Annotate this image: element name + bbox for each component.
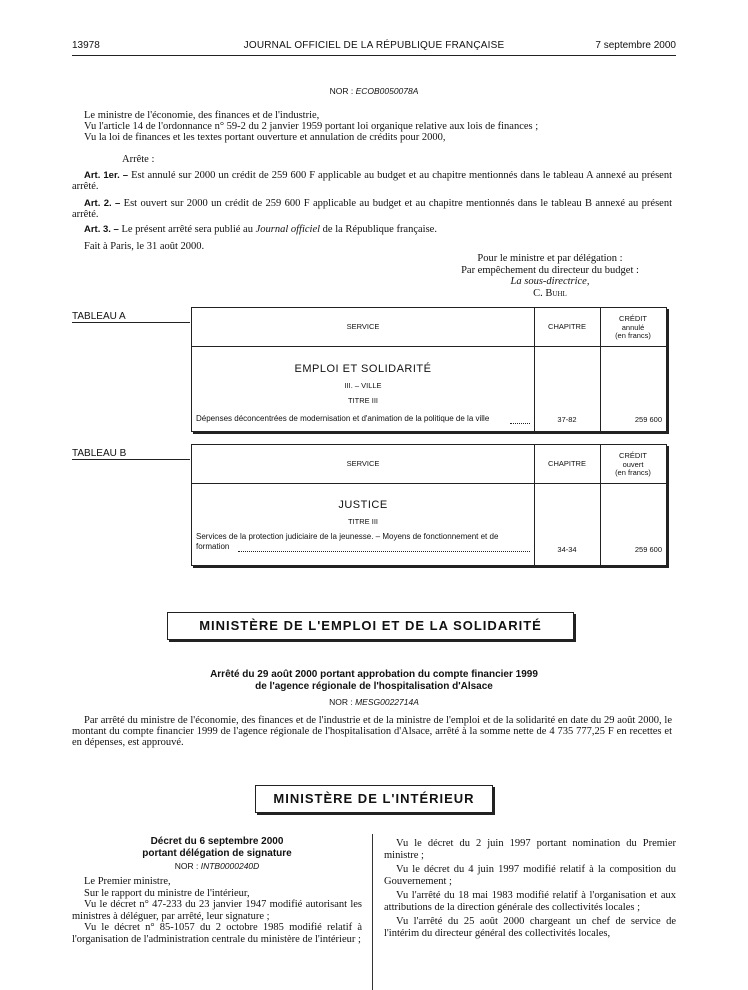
tableau-a-credit-l2: annulé: [621, 322, 645, 332]
signature-line-1: Pour le ministre et par délégation :: [477, 253, 623, 264]
tableau-a-credit-l1: CRÉDIT: [619, 314, 647, 323]
fait-a-paris: Fait à Paris, le 31 août 2000.: [84, 241, 205, 252]
nor-label: NOR :: [329, 86, 354, 96]
tableau-a-credit-l3: (en francs): [615, 331, 651, 340]
tableau-a: [191, 307, 667, 432]
decret-title-2: portant délégation de signature: [142, 848, 292, 859]
tableau-b-col-credit: [600, 452, 666, 478]
nor-label-emploi: NOR :: [329, 697, 353, 707]
tableau-b-label: TABLEAU B: [72, 448, 127, 459]
nor-label-interieur: NOR :: [174, 861, 199, 871]
article-2: [72, 198, 672, 220]
article-3-text-after: de la République française.: [320, 224, 437, 235]
tableau-b-credit-l1: CRÉDIT: [619, 451, 647, 460]
page-number: 13978: [72, 40, 100, 51]
article-2-text: Est ouvert sur 2000 un crédit de 259 600 F applicable au budget et au chapitre mentionnés dans le tableau B annexé au présent arrêté.: [72, 198, 672, 220]
left-para-4: Vu le décret n° 85-1057 du 2 octobre 1985 modifié relatif à l'organisation de l'administration centrale du ministère de l'intérieur ;: [72, 922, 362, 945]
article-1-label: Art. 1er. –: [84, 170, 129, 181]
tableau-b-chapitre: 34-34: [557, 545, 577, 554]
article-3-text-before: Le présent arrêté sera publié au: [121, 224, 256, 235]
signature-line-2: Par empêchement du directeur du budget :: [461, 264, 639, 276]
tableau-a-section: III. – VILLE: [344, 381, 382, 390]
tableau-a-chapitre: 37-82: [557, 415, 577, 424]
signature-line-3: La sous-directrice,: [510, 276, 590, 287]
tableau-a-rule: [72, 322, 190, 323]
arrete-emploi-title-1: Arrêté du 29 août 2000 portant approbation du compte financier 1999: [210, 669, 538, 680]
nor-code: ECOB0050078A: [355, 86, 419, 96]
article-1-text: Est annulé sur 2000 un crédit de 259 600 F applicable au budget et au chapitre mentionnés dans le tableau A annexé au présent arrêté.: [72, 170, 673, 192]
preamble-3: Vu la loi de finances et les textes portant ouverture et annulation de crédits pour 2000,: [84, 132, 446, 143]
right-para-1: Vu le décret du 2 juin 1997 portant nomination du Premier ministre ;: [384, 838, 676, 861]
tableau-a-credit: 259 600: [634, 415, 662, 424]
right-para-2: Vu le décret du 4 juin 1997 modifié relatif à la composition du Gouvernement ;: [384, 864, 676, 887]
page-header: [72, 40, 676, 56]
left-para-1: Le Premier ministre,: [84, 876, 171, 887]
tableau-a-col-credit: [600, 315, 666, 341]
tableau-b: [191, 444, 667, 566]
tableau-b-rule: [72, 459, 190, 460]
decret-title-1: Décret du 6 septembre 2000: [150, 836, 284, 847]
left-para-2: Sur le rapport du ministre de l'intérieur,: [84, 887, 250, 899]
tableau-a-leader: [510, 423, 530, 424]
tableau-a-line: [196, 414, 530, 424]
tableau-b-col-service: SERVICE: [346, 459, 380, 468]
tableau-b-col-chapitre: CHAPITRE: [548, 459, 586, 468]
right-para-4: Vu l'arrêté du 25 août 2000 chargeant un chef de service de l'intérim du directeur général des collectivités locales,: [384, 916, 676, 939]
publication-date: 7 septembre 2000: [595, 40, 676, 51]
tableau-b-credit-l3: (en francs): [615, 468, 651, 477]
tableau-a-label: TABLEAU A: [72, 311, 126, 322]
section-title-emploi: MINISTÈRE DE L'EMPLOI ET DE LA SOLIDARITÉ: [167, 612, 574, 640]
article-3-label: Art. 3. –: [84, 224, 119, 235]
column-divider: [372, 834, 373, 990]
header-rule: [72, 55, 676, 56]
article-3: [72, 224, 672, 235]
tableau-b-line-1: Services de la protection judiciaire de la jeunesse. – Moyens de fonctionnement et de: [196, 532, 499, 541]
arrete-emploi-title: [72, 669, 676, 693]
nor-line-emploi: [72, 697, 676, 707]
nor-line-interieur: [72, 861, 362, 871]
tableau-b-ministry: JUSTICE: [338, 499, 388, 511]
tableau-b-credit: 259 600: [634, 545, 662, 554]
tableau-a-line-text: Dépenses déconcentrées de modernisation et d'animation de la politique de la ville: [196, 414, 490, 423]
tableau-a-titre: TITRE III: [348, 396, 378, 405]
nor-code-interieur: INTB0000240D: [200, 861, 260, 871]
tableau-a-ministry: EMPLOI ET SOLIDARITÉ: [294, 363, 432, 375]
article-1: [72, 170, 672, 192]
signature-line-4: C. Buhl: [533, 287, 567, 299]
tableau-b-line: [196, 532, 530, 552]
tableau-a-col-service: SERVICE: [346, 322, 380, 331]
tableau-b-line-2: formation: [196, 542, 230, 551]
decret-right-column: [384, 838, 676, 942]
arrete-emploi-title-2: de l'agence régionale de l'hospitalisation d'Alsace: [255, 681, 493, 692]
right-para-3: Vu l'arrêté du 18 mai 1983 modifié relatif à l'organisation et aux attributions de la direction générale des collectivités locales ;: [384, 890, 676, 913]
section-title-interieur: MINISTÈRE DE L'INTÉRIEUR: [255, 785, 493, 813]
article-3-italic: Journal officiel: [255, 224, 321, 235]
arrete-word: Arrête :: [122, 154, 155, 165]
left-para-3: Vu le décret n° 47-233 du 23 janvier 1947 modifié autorisant les ministres à déléguer, par arrêté, leur signature ;: [72, 899, 362, 922]
preamble-1: Le ministre de l'économie, des finances et de l'industrie,: [84, 110, 320, 121]
tableau-b-titre: TITRE III: [348, 517, 378, 526]
decret-interieur-title: [72, 836, 362, 860]
article-2-label: Art. 2. –: [84, 198, 121, 209]
preamble-2: Vu l'article 14 de l'ordonnance n° 59-2 du 2 janvier 1959 portant loi organique relative aux lois de finances ;: [84, 121, 539, 132]
nor-line-1: [72, 86, 676, 96]
arrete-emploi-body: Par arrêté du ministre de l'économie, des finances et de l'industrie et de la ministre de l'emploi et de la solidarité en date du 29 août 2000, le montant du compte financier 1999 de l'agence régionale de l'hospitalisation d'Alsace, arrêté à la somme nette de 4 735 777,25 F en recettes et en dépenses, est approuvé.: [72, 715, 672, 748]
tableau-a-col-chapitre: CHAPITRE: [548, 322, 586, 331]
nor-code-emploi: MESG0022714A: [355, 697, 419, 707]
decret-left-column: [72, 876, 362, 945]
tableau-b-leader: [238, 551, 530, 552]
journal-title: JOURNAL OFFICIEL DE LA RÉPUBLIQUE FRANÇAISE: [243, 40, 505, 51]
tableau-b-credit-l2: ouvert: [622, 459, 644, 469]
signature-block: [430, 253, 670, 299]
